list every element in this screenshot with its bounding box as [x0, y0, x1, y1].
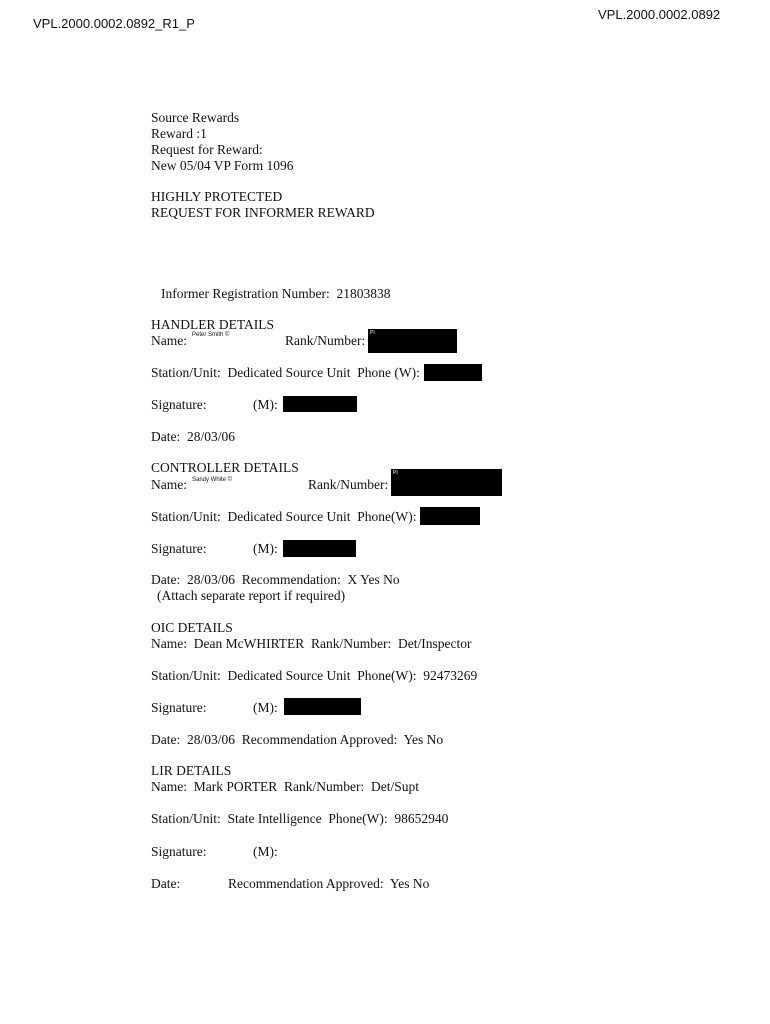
lir-station-unit: Station/Unit: State Intelligence Phone(W): 98652940 [151, 811, 449, 826]
controller-mobile-redaction [283, 540, 356, 557]
informer-registration-number: Informer Registration Number: 21803838 [161, 286, 391, 301]
controller-rank-label: Rank/Number: [308, 477, 389, 492]
lir-mobile-label: (M): [253, 844, 278, 859]
controller-name-value: Sandy White © [192, 477, 233, 483]
handler-heading: HANDLER DETAILS [151, 317, 275, 332]
controller-signature-label: Signature: [151, 541, 207, 556]
lir-name-rank: Name: Mark PORTER Rank/Number: Det/Supt [151, 779, 420, 794]
controller-date-recommendation: Date: 28/03/06 Recommendation: X Yes No [151, 572, 400, 587]
controller-phone-redaction [420, 507, 480, 525]
intro-reward-number: Reward :1 [151, 126, 207, 141]
oic-date-recommendation: Date: 28/03/06 Recommendation Approved: Yes No [151, 732, 444, 747]
handler-name-value: Peter Smith © [192, 332, 230, 338]
handler-signature-label: Signature: [151, 397, 207, 412]
handler-name-label: Name: [151, 333, 187, 348]
lir-heading: LIR DETAILS [151, 763, 232, 778]
oic-signature-label: Signature: [151, 700, 207, 715]
controller-mobile-label: (M): [253, 541, 278, 556]
handler-date: Date: 28/03/06 [151, 429, 235, 444]
oic-mobile-redaction [284, 698, 361, 715]
handler-mobile-label: (M): [253, 397, 278, 412]
lir-date-label: Date: [151, 876, 181, 891]
oic-name-rank: Name: Dean McWHIRTER Rank/Number: Det/Inspector [151, 636, 472, 651]
handler-rank-redaction [368, 329, 457, 353]
intro-request-for-reward: Request for Reward: [151, 142, 263, 157]
lir-recommendation: Recommendation Approved: Yes No [228, 876, 430, 891]
intro-source-rewards: Source Rewards [151, 110, 240, 125]
oic-mobile-label: (M): [253, 700, 278, 715]
controller-rank-redaction [391, 469, 502, 496]
handler-station-unit: Station/Unit: Dedicated Source Unit Phone (W): [151, 365, 420, 380]
form-title: REQUEST FOR INFORMER REWARD [151, 205, 375, 220]
lir-signature-label: Signature: [151, 844, 207, 859]
controller-name-label: Name: [151, 477, 187, 492]
intro-form-version: New 05/04 VP Form 1096 [151, 158, 294, 173]
handler-phone-redaction [424, 364, 482, 381]
controller-station-unit: Station/Unit: Dedicated Source Unit Phone(W): [151, 509, 417, 524]
document-reference-left: VPL.2000.0002.0892_R1_P [33, 16, 195, 31]
controller-heading: CONTROLLER DETAILS [151, 460, 299, 475]
classification-label: HIGHLY PROTECTED [151, 189, 283, 204]
controller-redaction-tag: PI [393, 470, 398, 476]
document-reference-right: VPL.2000.0002.0892 [598, 7, 721, 22]
handler-mobile-redaction [283, 396, 357, 412]
oic-heading: OIC DETAILS [151, 620, 233, 635]
controller-attach-note: (Attach separate report if required) [157, 588, 346, 603]
handler-redaction-tag: PI [370, 330, 375, 336]
oic-station-unit: Station/Unit: Dedicated Source Unit Phone(W): 92473269 [151, 668, 478, 683]
handler-rank-label: Rank/Number: [285, 333, 366, 348]
